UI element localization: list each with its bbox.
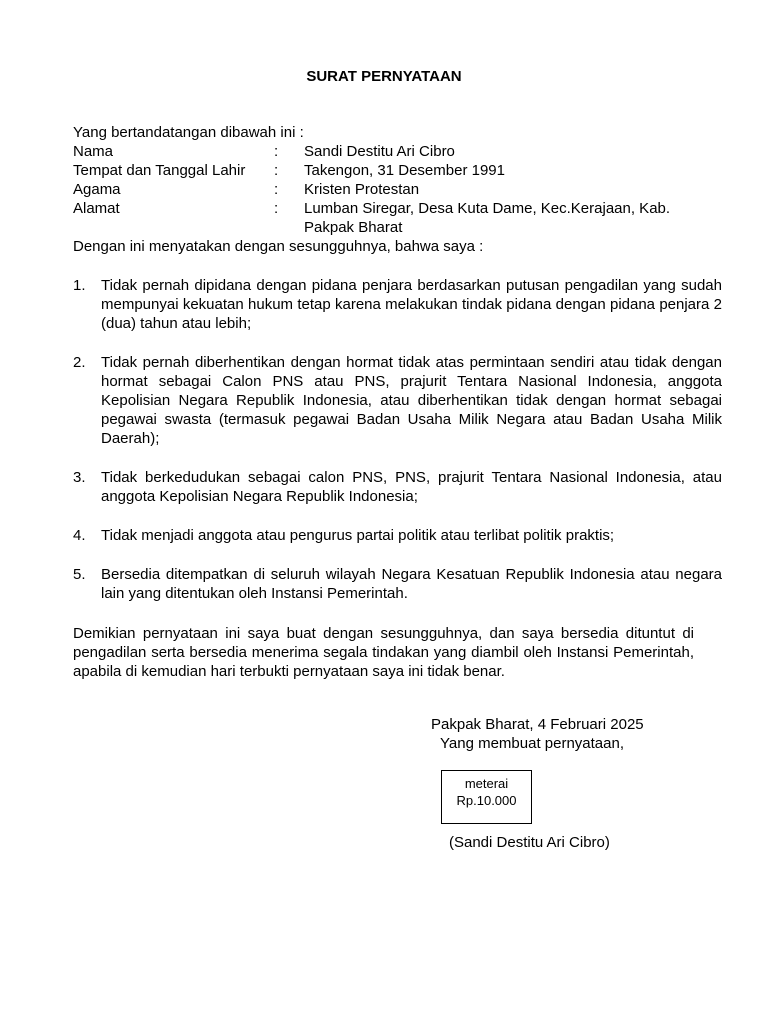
list-item [73, 468, 722, 506]
field-label: Nama [73, 143, 114, 160]
statement-text: Dengan ini menyatakan dengan sesungguhnya, bahwa saya : [73, 238, 484, 255]
place-date: Pakpak Bharat, 4 Februari 2025 [431, 716, 644, 733]
field-label: Agama [73, 181, 121, 198]
field-row-alamat [73, 199, 703, 237]
list-item-number: 5. [73, 566, 86, 583]
field-value: Sandi Destitu Ari Cibro [304, 143, 455, 160]
field-label: Alamat [73, 200, 120, 217]
field-row-birth [73, 161, 703, 180]
field-value: Lumban Siregar, Desa Kuta Dame, Kec.Kerajaan, Kab. Pakpak Bharat [304, 200, 671, 236]
field-row-nama [73, 142, 703, 161]
signer-label: Yang membuat pernyataan, [440, 735, 625, 752]
list-item [73, 276, 722, 333]
list-item [73, 526, 722, 545]
list-item-text: Bersedia ditempatkan di seluruh wilayah Negara Kesatuan Republik Indonesia atau negara lain yang ditentukan oleh Instansi Pemerintah. [101, 566, 722, 602]
list-item [73, 353, 722, 448]
identity-fields [73, 142, 703, 237]
list-item-number: 1. [73, 277, 86, 294]
field-colon: : [274, 162, 279, 179]
list-item-text: Tidak pernah dipidana dengan pidana penjara berdasarkan putusan pengadilan yang sudah mempunyai kekuatan hukum tetap karena melakukan tindak pidana dengan pidana penjara 2 (dua) tahun atau lebih; [101, 277, 722, 332]
field-colon: : [274, 200, 279, 217]
list-item-number: 4. [73, 527, 86, 544]
field-label: Tempat dan Tanggal Lahir [73, 162, 246, 179]
list-item-text: Tidak pernah diberhentikan dengan hormat tidak atas permintaan sendiri atau tidak dengan hormat sebagai Calon PNS atau PNS, prajurit Tentara Nasional Indonesia, anggota Kepolisian Negara Republik Indonesia, atau diberhentikan tidak dengan hormat sebagai pegawai swasta (termasuk pegawai Badan Usaha Milik Negara atau Badan Usaha Milik Daerah); [101, 354, 722, 447]
field-value: Kristen Protestan [304, 181, 420, 198]
field-value: Takengon, 31 Desember 1991 [304, 162, 505, 179]
intro-text: Yang bertandatangan dibawah ini : [73, 124, 304, 141]
field-colon: : [274, 143, 279, 160]
signer-name: (Sandi Destitu Ari Cibro) [449, 834, 610, 851]
document-title: SURAT PERNYATAAN [306, 68, 462, 85]
list-item-text: Tidak berkedudukan sebagai calon PNS, PNS, prajurit Tentara Nasional Indonesia, atau anggota Kepolisian Negara Republik Indonesia; [101, 469, 722, 505]
stamp-box [441, 770, 532, 824]
list-item-text: Tidak menjadi anggota atau pengurus partai politik atau terlibat politik praktis; [101, 527, 615, 544]
list-item-number: 2. [73, 354, 86, 371]
stamp-value: Rp.10.000 [456, 793, 517, 808]
list-item [73, 565, 722, 603]
field-colon: : [274, 181, 279, 198]
list-item-number: 3. [73, 469, 86, 486]
stamp-label: meterai [464, 776, 509, 791]
closing-paragraph: Demikian pernyataan ini saya buat dengan sesungguhnya, dan saya bersedia dituntut di pengadilan serta bersedia menerima segala tindakan yang diambil oleh Instansi Pemerintah, apabila di kemudian hari terbukti pernyataan saya ini tidak benar. [73, 625, 694, 680]
field-row-agama [73, 180, 703, 199]
